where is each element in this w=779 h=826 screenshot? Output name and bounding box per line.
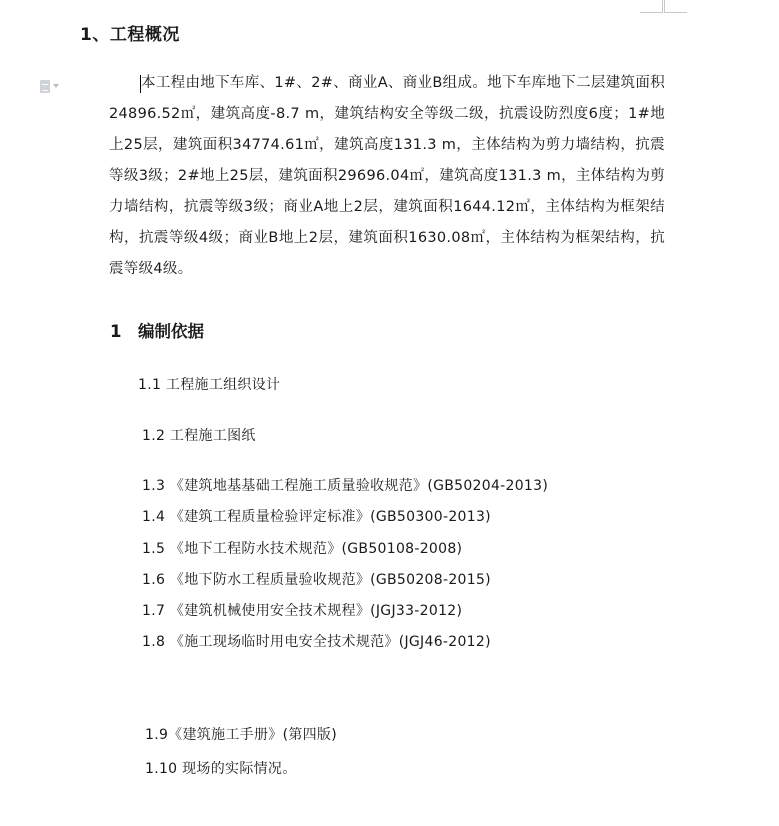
page-corner-mark-right — [664, 0, 687, 13]
basis-item: 1.2 工程施工图纸 — [142, 428, 256, 444]
heading-basis-number: 1 — [110, 322, 122, 341]
document-icon — [40, 80, 50, 93]
text-cursor — [140, 75, 141, 93]
heading-overview: 1、工程概况 — [80, 25, 180, 45]
basis-item: 1.6 《地下防水工程质量验收规范》(GB50208-2015) — [142, 572, 491, 588]
basis-item: 1.7 《建筑机械使用安全技术规程》(JGJ33-2012) — [142, 603, 463, 619]
basis-item: 1.1 工程施工组织设计 — [138, 377, 281, 393]
heading-basis-title: 编制依据 — [138, 322, 204, 341]
basis-item: 1.4 《建筑工程质量检验评定标准》(GB50300-2013) — [142, 509, 491, 525]
dropdown-caret-icon — [53, 84, 59, 88]
overview-paragraph[interactable]: 本工程由地下车库、1#、2#、商业A、商业B组成。地下车库地下二层建筑面积24896.52㎡，建筑高度-8.7 m，建筑结构安全等级二级，抗震设防烈度6度；1#地上25层，建筑面积34774.61㎡，建筑高度131.3 m，主体结构为剪力墙结构，抗震等级3级；2#地上25层，建筑面积29696.04㎡，建筑高度131.3 m，主体结构为剪力墙结构，抗震等级3级；商业A地上2层，建筑面积1644.12㎡，主体结构为框架结构，抗震等级4级；商业B地上2层，建筑面积1630.08㎡，主体结构为框架结构，抗震等级4级。 — [109, 75, 665, 277]
paragraph-menu[interactable] — [40, 78, 64, 94]
heading-basis — [110, 318, 204, 342]
basis-item: 1.10 现场的实际情况。 — [145, 761, 297, 777]
basis-item: 1.9《建筑施工手册》(第四版) — [145, 727, 337, 743]
basis-item: 1.8 《施工现场临时用电安全技术规范》(JGJ46-2012) — [142, 634, 491, 650]
page-corner-mark-left — [640, 0, 663, 13]
basis-item: 1.5 《地下工程防水技术规范》(GB50108-2008) — [142, 541, 463, 557]
basis-item: 1.3 《建筑地基基础工程施工质量验收规范》(GB50204-2013) — [142, 478, 549, 494]
